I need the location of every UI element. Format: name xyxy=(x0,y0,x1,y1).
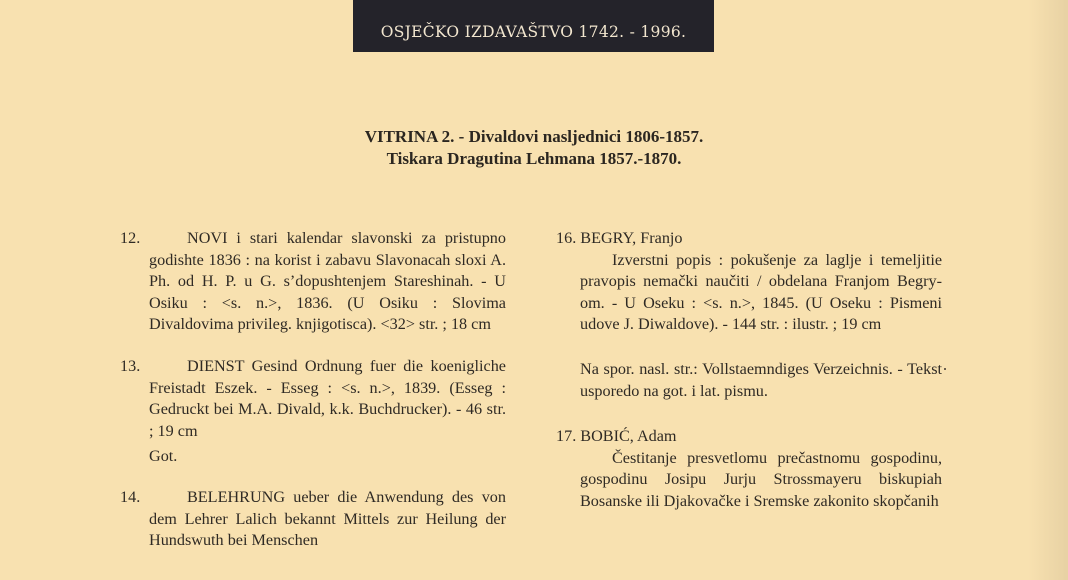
section-title xyxy=(0,126,1068,170)
section-title-line-1: VITRINA 2. - Divaldovi nasljednici 1806-1857. xyxy=(364,127,704,146)
entry-number: 13. xyxy=(120,356,141,375)
catalog-entry-16 xyxy=(556,228,942,402)
entry-text: Izverstni popis : pokušenje za laglje i temeljitie pravopis nemački naučiti / obdelana Franjom Begry-om. - U Oseku : <s. n.>, 1845. (U Oseku : Pismeni udove J. Diwaldove). - 144 str. : ilustr. ; 19 cm xyxy=(580,250,942,334)
right-column xyxy=(556,228,942,513)
entry-note: Got. xyxy=(149,447,178,466)
catalog-entry-17 xyxy=(556,426,942,512)
entry-heading: 16. BEGRY, Franjo xyxy=(556,229,683,247)
catalog-entry-12 xyxy=(120,228,506,336)
print-speck xyxy=(944,368,946,370)
entry-number: 12. xyxy=(120,229,141,247)
entry-number: 14. xyxy=(120,487,141,506)
entry-note: Na spor. nasl. str.: Vollstaemndiges Verzeichnis. - Tekst usporedo na got. i lat. pismu. xyxy=(580,359,942,400)
entry-text: Čestitanje presvetlomu prečastnomu gospodinu, gospodinu Josipu Jurju Strossmayeru biskupiah Bosanske ili Djakovačke i Sremske zakonito skopčanih xyxy=(580,448,942,510)
entry-text: NOVI i stari kalendar slavonski za pristupno godishte 1836 : na korist i zabavu Slavonacah sloxi A. Ph. od H. P. u G. s’dopushtenjem Stareshinah. - U Osiku : <s. n.>, 1836. (U Osiku : Slovima Divaldovima privileg. knjigotisca). <32> str. ; 18 cm xyxy=(149,229,506,334)
entry-text: DIENST Gesind Ordnung fuer die koenigliche Freistadt Eszek. - Esseg : <s. n.>, 1839. (Esseg : Gedruckt bei M.A. Divald, k.k. Buchdrucker). - 46 str. ; 19 cm xyxy=(149,356,506,440)
entry-text: BELEHRUNG ueber die Anwendung des von dem Lehrer Lalich bekannt Mittels zur Heilung der Hundswuth bei Menschen xyxy=(149,487,506,550)
header-band-text: OSJEČKO IZDAVAŠTVO 1742. - 1996. xyxy=(380,23,687,41)
entry-heading: 17. BOBIĆ, Adam xyxy=(556,427,677,446)
section-title-line-2: Tiskara Dragutina Lehmana 1857.-1870. xyxy=(386,149,682,168)
catalog-entry-13 xyxy=(120,356,506,468)
page-edge-shadow xyxy=(1028,0,1068,580)
header-band xyxy=(353,0,714,52)
catalog-entry-14 xyxy=(120,487,506,552)
left-column xyxy=(120,228,506,552)
